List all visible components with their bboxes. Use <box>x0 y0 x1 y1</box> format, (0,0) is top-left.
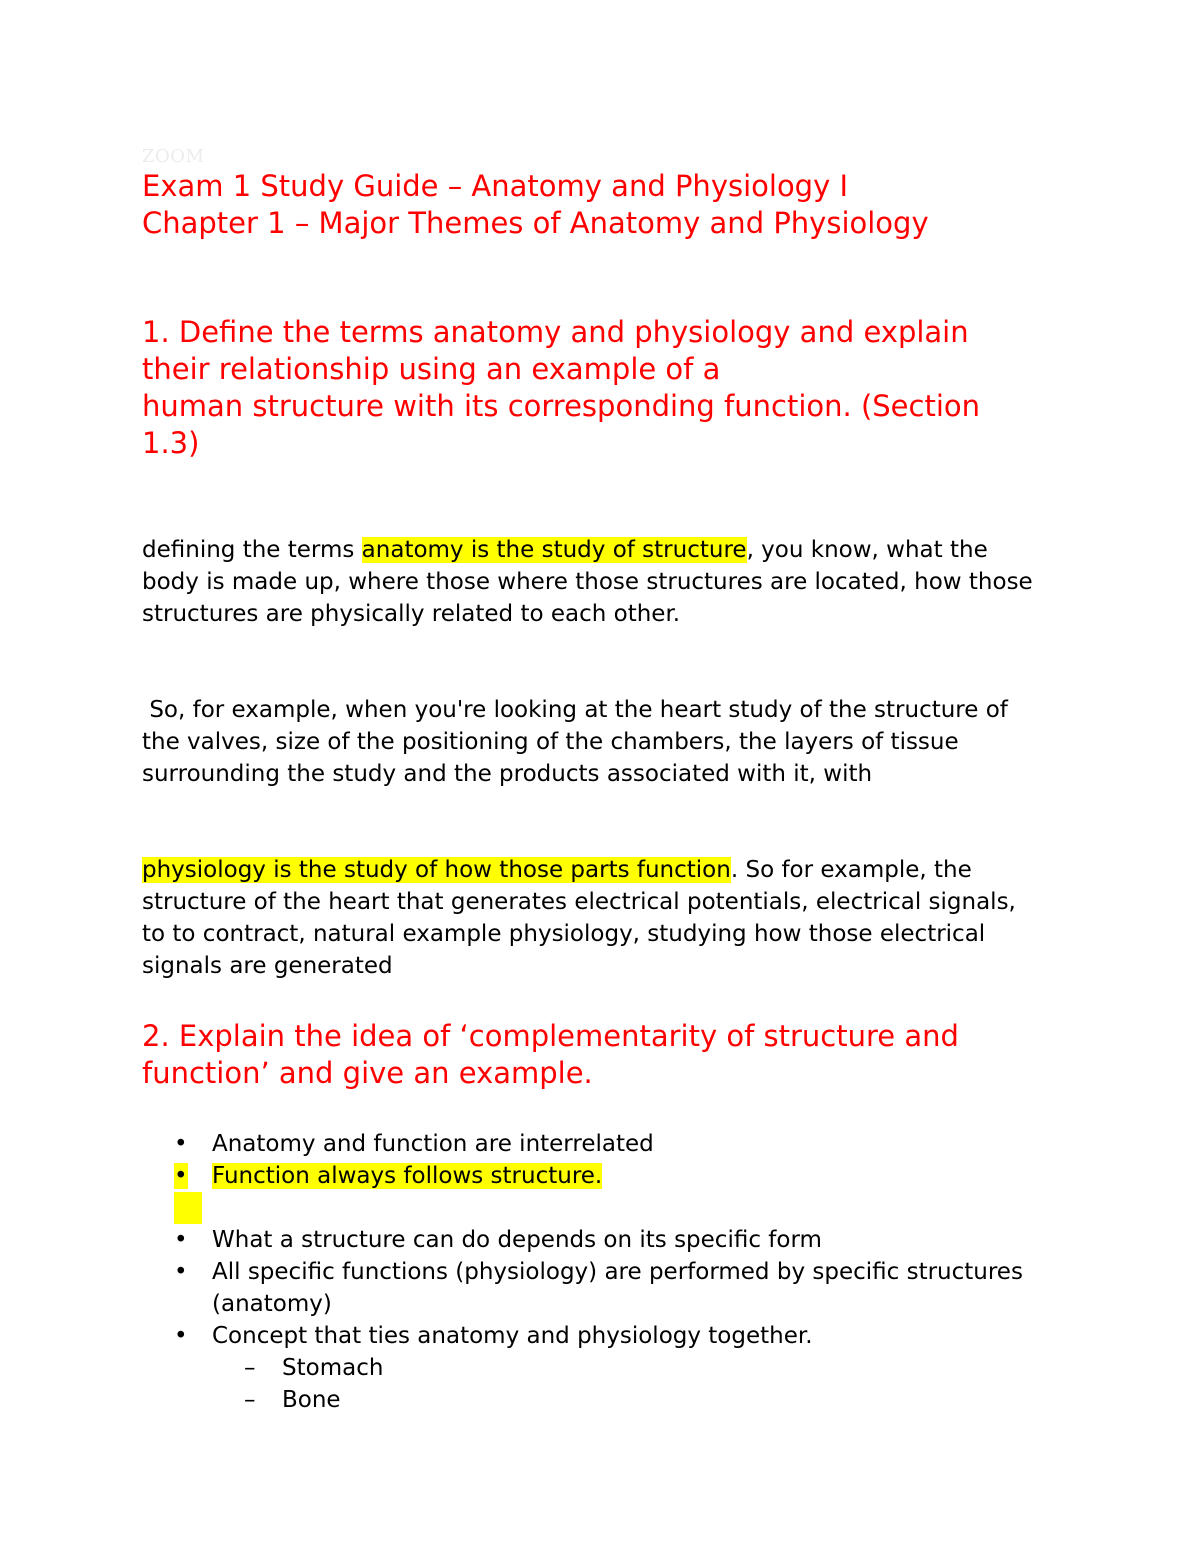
question-1-line: their relationship using an example of a <box>142 352 721 386</box>
answer-text: defining the terms <box>142 537 362 563</box>
highlighted-text: Function always follows structure. <box>212 1163 603 1189</box>
list-item <box>142 1256 1062 1320</box>
answer-1-paragraph-1 <box>142 534 1042 630</box>
document-title <box>142 168 1062 242</box>
sub-list-item <box>142 1352 1062 1384</box>
question-1-line: human structure with its corresponding function. (Section <box>142 389 980 423</box>
list-item-text: Anatomy and function are interrelated <box>212 1131 654 1157</box>
answer-text: , you know, what the body is made up, where those where those structures are located, how those structures are physically related to each other. <box>142 537 1033 627</box>
dash-marker: – <box>244 1355 256 1381</box>
highlighted-text: anatomy is the study of structure <box>361 537 747 563</box>
list-item-text: All specific functions (physiology) are performed by specific structures (anatomy) <box>212 1259 1023 1317</box>
question-1-line: 1.3) <box>142 426 200 460</box>
list-item <box>142 1320 1062 1352</box>
question-2-line: function’ and give an example. <box>142 1056 593 1090</box>
question-1-heading <box>142 314 1072 462</box>
sub-list-item-text: Bone <box>282 1387 341 1413</box>
bullet-marker-glyph: • <box>174 1163 188 1189</box>
bullet-marker: • <box>174 1259 188 1285</box>
list-item-text: What a structure can do depends on its specific form <box>212 1227 822 1253</box>
question-1-line: 1. Define the terms anatomy and physiology and explain <box>142 315 969 349</box>
title-line-2: Chapter 1 – Major Themes of Anatomy and Physiology <box>142 206 929 240</box>
answer-1-paragraph-2: So, for example, when you're looking at the heart study of the structure of the valves, size of the positioning of the chambers, the layers of tissue surrounding the study and the products associated with it, with <box>142 697 1016 787</box>
answer-1-paragraph-3 <box>142 854 1042 982</box>
list-item-text <box>212 1160 1062 1192</box>
dash-marker: – <box>244 1387 256 1413</box>
bullet-marker: • <box>174 1323 188 1349</box>
list-item-text: Concept that ties anatomy and physiology together. <box>212 1323 813 1349</box>
answer-text: . So for example, the structure of the heart that generates electrical potentials, electrical signals, to to contract, natural example physiology, studying how those electrical signals are generated <box>142 857 1016 979</box>
highlighted-text: physiology is the study of how those parts function <box>142 857 731 883</box>
list-item <box>142 1224 1062 1256</box>
bullet-marker: • <box>174 1131 188 1157</box>
bullet-marker: • <box>174 1227 188 1253</box>
list-item-highlighted <box>142 1160 1062 1224</box>
title-line-1: Exam 1 Study Guide – Anatomy and Physiology I <box>142 169 849 203</box>
question-2-line: 2. Explain the idea of ‘complementarity of structure and <box>142 1019 959 1053</box>
sub-list-item-text: Stomach <box>282 1355 384 1381</box>
watermark: ZOOM <box>142 146 205 167</box>
list-item <box>142 1128 1062 1160</box>
question-2-heading <box>142 1018 1072 1092</box>
sub-list-item <box>142 1384 1062 1416</box>
bullet-list <box>142 1128 1062 1416</box>
bullet-marker <box>142 1160 212 1224</box>
